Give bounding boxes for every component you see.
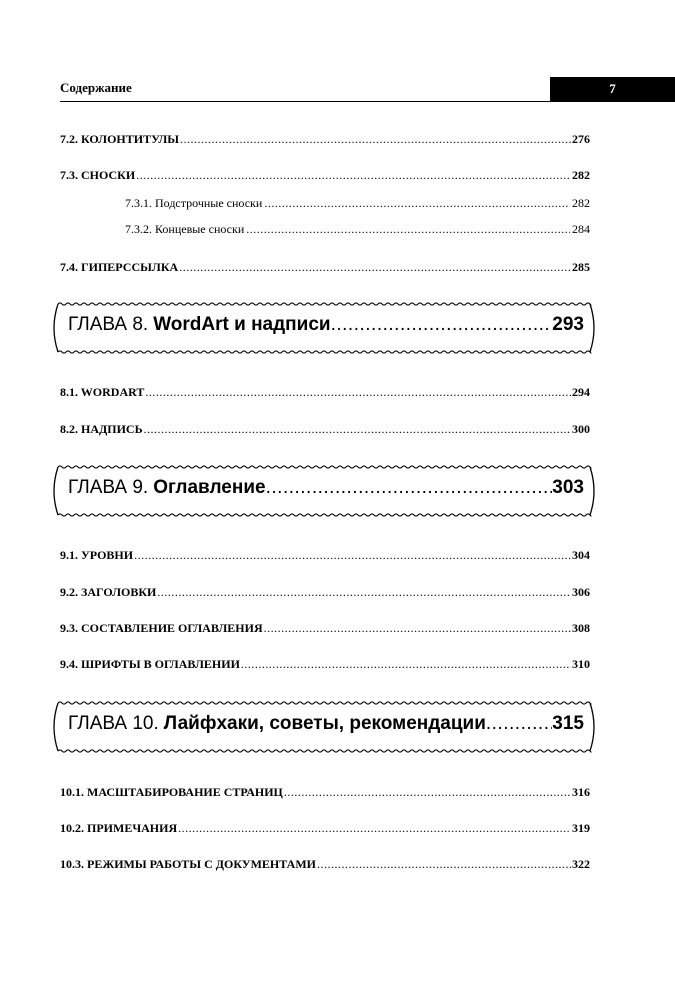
leader-dots [136,168,571,183]
toc-entry-page: 322 [572,857,590,871]
chapter-title: WordArt и надписи [153,314,331,335]
toc-entry-label: 8.2. НАДПИСЬ [60,422,143,436]
leader-dots [179,260,571,275]
leader-dots [144,422,571,437]
toc-entry[interactable] [60,821,590,837]
page-number: 7 [550,77,675,101]
toc-entry-label: 9.4. ШРИФТЫ В ОГЛАВЛЕНИИ [60,657,240,671]
chapter-banner[interactable] [48,461,600,521]
chapter-page: 303 [552,477,584,498]
leader-dots [180,132,571,147]
toc-subentry-label: 7.3.1. Подстрочные сноски [125,196,263,210]
leader-dots [264,196,570,211]
chapter-banner[interactable] [48,298,600,358]
toc-entry[interactable] [60,585,590,601]
toc-subentry-page: 282 [572,196,590,210]
toc-subentry[interactable] [125,222,590,238]
toc-entry[interactable] [60,260,590,276]
toc-entry-label: 7.3. СНОСКИ [60,168,136,182]
toc-entry[interactable] [60,422,590,438]
toc-entry-page: 316 [572,785,590,799]
toc-entry-label: 10.3. РЕЖИМЫ РАБОТЫ С ДОКУМЕНТАМИ [60,857,316,871]
toc-entry[interactable] [60,132,590,148]
chapter-prefix: ГЛАВА 9. [68,477,149,498]
toc-entry[interactable] [60,548,590,564]
toc-entry-label: 9.1. УРОВНИ [60,548,134,562]
toc-entry[interactable] [60,785,590,801]
leader-dots [134,548,571,563]
leader-dots [284,785,571,800]
header-rule [60,101,675,102]
toc-entry[interactable] [60,857,590,873]
chapter-title: Лайфхаки, советы, рекомендации [163,713,486,734]
toc-entry-page: 304 [572,548,590,562]
leader-dots [317,857,571,872]
toc-entry-page: 282 [572,168,590,182]
leader-dots [178,821,571,836]
toc-entry-label: 9.3. СОСТАВЛЕНИЕ ОГЛАВЛЕНИЯ [60,621,263,635]
chapter-banner[interactable] [48,697,600,757]
toc-entry-page: 285 [572,260,590,274]
toc-entry-label: 7.2. КОЛОНТИТУЛЫ [60,132,180,146]
toc-entry-page: 306 [572,585,590,599]
leader-dots [241,657,571,672]
chapter-prefix: ГЛАВА 8. [68,314,149,335]
toc-entry-page: 294 [572,385,590,399]
toc-entry-label: 10.1. МАСШТАБИРОВАНИЕ СТРАНИЦ [60,785,283,799]
toc-entry-page: 319 [572,821,590,835]
leader-dots [157,585,571,600]
toc-entry-label: 7.4. ГИПЕРССЫЛКА [60,260,179,274]
toc-subentry[interactable] [125,196,590,212]
toc-entry-label: 8.1. WORDART [60,385,145,399]
leader-dots [486,713,552,735]
toc-entry-label: 10.2. ПРИМЕЧАНИЯ [60,821,178,835]
chapter-title: Оглавление [153,477,266,498]
running-header-title: Содержание [60,80,132,95]
leader-dots [266,477,553,499]
toc-entry[interactable] [60,621,590,637]
leader-dots [145,385,571,400]
leader-dots [246,222,570,237]
toc-entry-page: 308 [572,621,590,635]
toc-entry-label: 9.2. ЗАГОЛОВКИ [60,585,157,599]
toc-entry-page: 310 [572,657,590,671]
chapter-page: 315 [552,713,584,734]
toc-entry-page: 300 [572,422,590,436]
leader-dots [331,314,553,336]
toc-entry[interactable] [60,385,590,401]
toc-subentry-label: 7.3.2. Концевые сноски [125,222,245,236]
toc-subentry-page: 284 [572,222,590,236]
toc-entry[interactable] [60,657,590,673]
chapter-prefix: ГЛАВА 10. [68,713,159,734]
leader-dots [264,621,571,636]
chapter-page: 293 [552,314,584,335]
toc-entry[interactable] [60,168,590,184]
toc-entry-page: 276 [572,132,590,146]
